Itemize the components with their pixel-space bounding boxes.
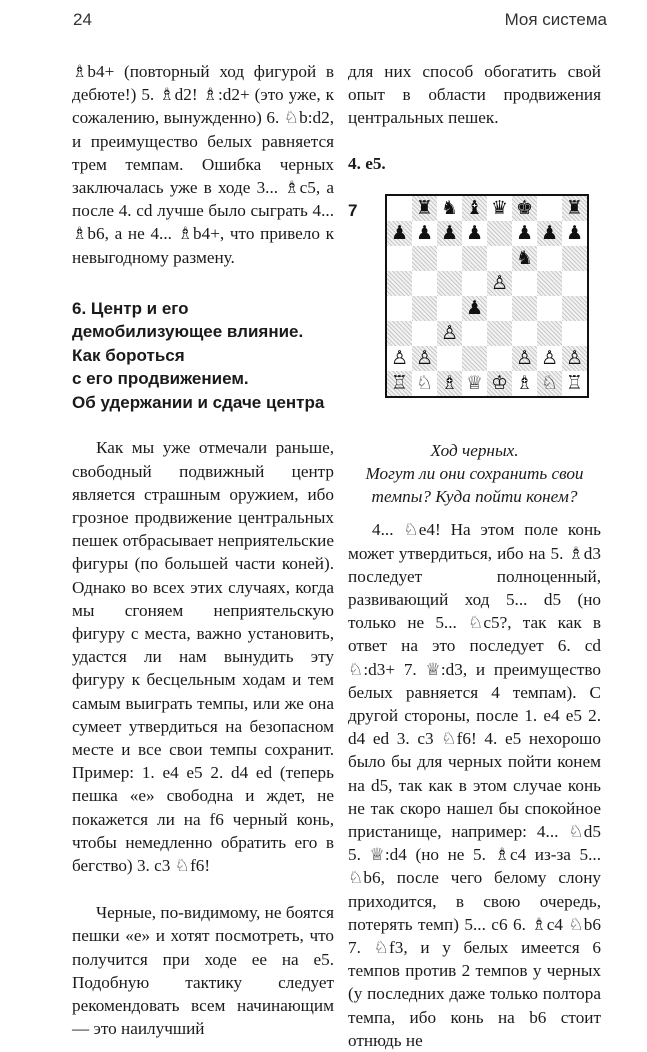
board-square	[537, 321, 562, 346]
running-header: Моя система	[504, 10, 607, 29]
board-square	[537, 196, 562, 221]
chess-piece-square: ♙	[512, 346, 537, 371]
chess-piece-square: ♟	[387, 221, 412, 246]
chess-piece-square: ♜	[562, 196, 587, 221]
board-square	[412, 246, 437, 271]
page-number: 24	[73, 10, 92, 29]
chess-piece-square: ♟	[512, 221, 537, 246]
chess-piece-square: ♖	[387, 371, 412, 396]
board-square	[487, 321, 512, 346]
board-square	[537, 246, 562, 271]
chess-piece-square: ♘	[412, 371, 437, 396]
chess-piece-square: ♙	[412, 346, 437, 371]
board-square	[437, 346, 462, 371]
board-square	[487, 221, 512, 246]
board-square	[462, 271, 487, 296]
chess-piece-square: ♟	[537, 221, 562, 246]
chess-piece-square: ♜	[412, 196, 437, 221]
chapter-heading-line: 6. Центр и его	[72, 298, 189, 318]
paragraph: Как мы уже отмечали раньше, свободный подвижный центр является страшным оружием, ибо грозное продвижение центральных пешек отбрасывает неприятельские фигуры (по большей части коней). Однако во всех этих случаях, когда мы сгоняем неприятельскую фигуру с места, важно установить, удастся ли нам вынудить эту фигуру к бесцельным ходам и тем самым выиграть темпы, или же она сумеет утвердиться на безопасном месте и все свои темпы сохранит. Пример: 1. e4 e5 2. d4 ed (теперь пешка «e» свободна и ждет, не покажется ли на f6 черный конь, чтобы немедленно обратить его в бегство) 3. c3 ♘f6!	[72, 438, 334, 875]
chess-piece-square: ♙	[387, 346, 412, 371]
chess-piece-square: ♛	[487, 196, 512, 221]
chess-piece-square: ♟	[462, 221, 487, 246]
board-square	[412, 296, 437, 321]
left-column	[72, 60, 334, 1040]
diagram	[348, 189, 601, 429]
chess-piece-square: ♝	[462, 196, 487, 221]
caption-line: Ход черных.	[430, 440, 519, 460]
chess-piece-square: ♗	[437, 371, 462, 396]
chess-piece-square: ♔	[487, 371, 512, 396]
chapter-heading	[72, 297, 334, 415]
right-column	[348, 60, 601, 1052]
board-square	[512, 321, 537, 346]
board-square	[387, 246, 412, 271]
board-square	[537, 296, 562, 321]
chess-piece-square: ♙	[537, 346, 562, 371]
board-square	[512, 271, 537, 296]
board-square	[562, 271, 587, 296]
diagram-number: 7	[348, 200, 358, 220]
board-square	[437, 271, 462, 296]
chess-piece-square: ♚	[512, 196, 537, 221]
chess-piece-square: ♟	[437, 221, 462, 246]
chapter-heading-line: демобилизующее влияние.	[72, 322, 304, 342]
board-square	[462, 246, 487, 271]
board-square	[387, 196, 412, 221]
chess-piece-square: ♘	[537, 371, 562, 396]
board-square	[562, 321, 587, 346]
chapter-heading-line: Об удержании и сдаче центра	[72, 392, 325, 412]
board-square	[512, 296, 537, 321]
chess-piece-square: ♙	[487, 271, 512, 296]
paragraph: 4... ♘e4! На этом поле конь может утвердиться, ибо на 5. ♗d3 последует полноценный, развивающий ход 5... d5 (но только не 5... ♘c5?, так как в ответ на это последует 6. cd ♘:d3+ 7. ♕:d3, и преимущество белых равняется 4 темпам). С другой стороны, после 1. e4 e5 2. d4 ed 3. c3 ♘f6! 4. e5 нехорошо было бы для черных пойти конем на d5, так как в этом случае конь не так скоро нашел бы спокойное пристанище, например: 4... ♘d5 5. ♕:d4 (но не 5. ♗c4 из-за 5... ♘b6, после чего белому слону приходится, в свою очередь, потерять темп) 5... c6 6. ♗c4 ♘b6 7. ♘f3, и у белых имеется 6 темпов против 2 темпов у черных (у последних даже только полтора темпа, ибо конь на b6 стоит отнюдь не	[348, 520, 601, 1050]
board-square	[487, 296, 512, 321]
chess-board	[385, 194, 589, 398]
chess-piece-square: ♕	[462, 371, 487, 396]
paragraph: Черные, по-видимому, не боятся пешки «e» и хотят посмотреть, что получится при ходе ее на e5. Подобную тактику следует рекомендовать всем начинающим — это наилучший	[72, 903, 334, 1039]
chess-piece-square: ♟	[462, 296, 487, 321]
board-square	[412, 271, 437, 296]
board-square	[387, 321, 412, 346]
chess-piece-square: ♟	[562, 221, 587, 246]
paragraph: для них способ обогатить свой опыт в области продвижения центральных пешек.	[348, 62, 601, 128]
board-square	[387, 271, 412, 296]
board-square	[462, 346, 487, 371]
chess-piece-square: ♞	[512, 246, 537, 271]
board-square	[387, 296, 412, 321]
board-square	[412, 321, 437, 346]
caption-line: темпы? Куда пойти конем?	[371, 487, 578, 507]
move-line: 4. e5.	[348, 153, 386, 173]
diagram-caption	[348, 439, 601, 509]
chapter-heading-line: Как бороться	[72, 345, 185, 365]
board-square	[437, 246, 462, 271]
chess-piece-square: ♗	[512, 371, 537, 396]
board-square	[437, 296, 462, 321]
board-square	[562, 296, 587, 321]
chess-piece-square: ♙	[562, 346, 587, 371]
chapter-heading-line: с его продвижением.	[72, 369, 249, 389]
paragraph: ♗b4+ (повторный ход фигурой в дебюте!) 5. ♗d2! ♗:d2+ (это уже, к сожалению, вынужденно) 6. ♘b:d2, и преимущество белых равняется трем темпам. Ошибка черных заключалась уже в ходе 3... ♗c5, а после 4. cd лучше было сыграть 4... ♗b6, а не 4... ♗b4+, что привело к невыгодному размену.	[72, 62, 334, 267]
board-square	[462, 321, 487, 346]
caption-line: Могут ли они сохранить свои	[365, 464, 584, 484]
chess-piece-square: ♖	[562, 371, 587, 396]
chess-piece-square: ♞	[437, 196, 462, 221]
board-square	[487, 246, 512, 271]
chess-piece-square: ♙	[437, 321, 462, 346]
chess-piece-square: ♟	[412, 221, 437, 246]
board-square	[537, 271, 562, 296]
board-square	[562, 246, 587, 271]
board-square	[487, 346, 512, 371]
